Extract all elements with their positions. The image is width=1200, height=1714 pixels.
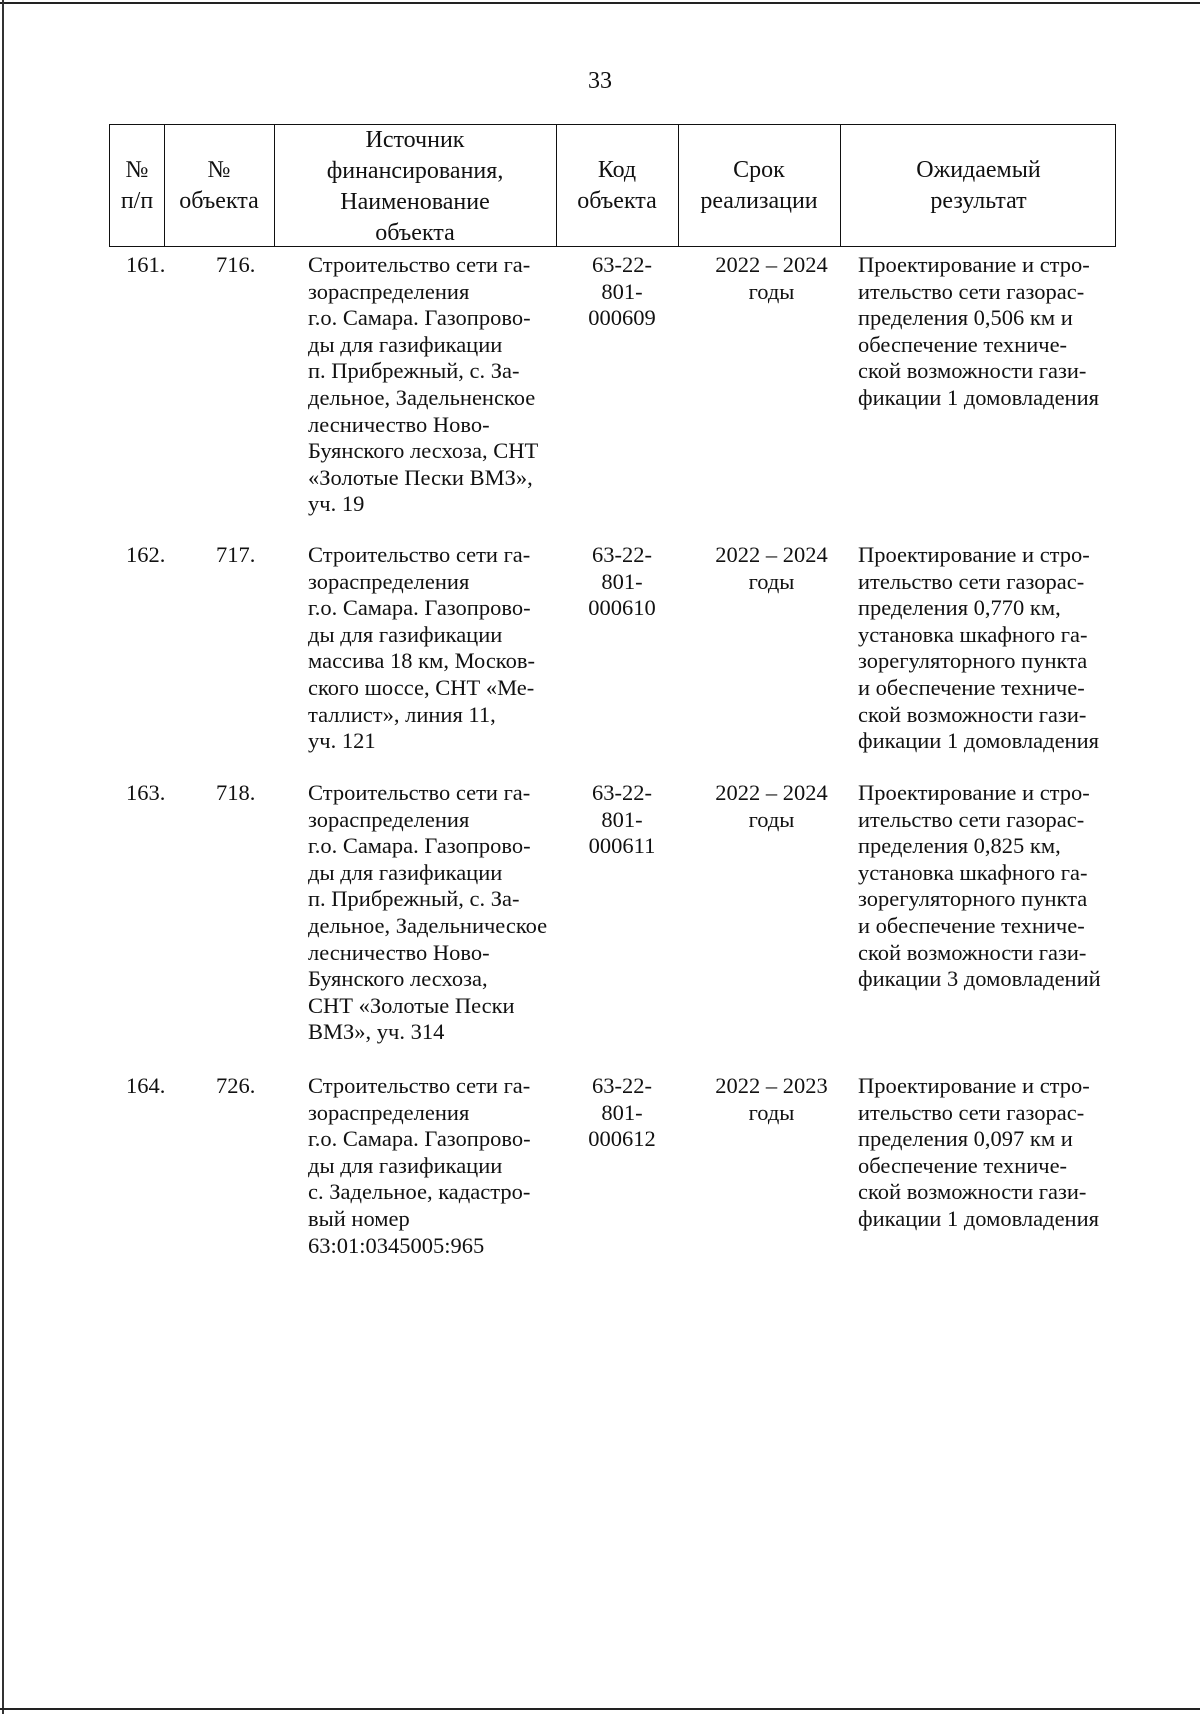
scan-top-border xyxy=(0,2,1200,4)
funding-source: Строительство сети га- зораспределения г.о. Самара. Газопрово- ды для газификации п. Прибрежный, с. За- дельное, Задельническое лесничество Ново- Буянского лесхоза, СНТ «Золотые Пески ВМЗ», уч. 314 xyxy=(308,780,548,1045)
header-expected-result: Ожидаемый результат xyxy=(916,156,1041,214)
object-code: 63-22- 801- 000612 xyxy=(588,1073,656,1152)
funding-source: Строительство сети га- зораспределения г.о. Самара. Газопрово- ды для газификации массива 18 км, Москов- ского шоссе, СНТ «Ме- таллист», линия 11, уч. 121 xyxy=(308,542,535,754)
object-number: 717. xyxy=(216,542,256,567)
scan-bottom-border xyxy=(0,1708,1200,1710)
implementation-term: 2022 – 2024 годы xyxy=(715,780,828,832)
object-code: 63-22- 801- 000611 xyxy=(588,780,656,859)
scan-left-edge xyxy=(2,0,4,1714)
funding-source: Строительство сети га- зораспределения г.о. Самара. Газопрово- ды для газификации п. Прибрежный, с. За- дельное, Задельненское лесничество Ново- Буянского лесхоза, СНТ «Золотые Пески ВМЗ», уч. 19 xyxy=(308,252,539,517)
row-number: 163. xyxy=(126,780,166,805)
funding-source: Строительство сети га- зораспределения г.о. Самара. Газопрово- ды для газификации с. Задельное, кадастро- вый номер 63:01:0345005:965 xyxy=(308,1073,531,1258)
object-code: 63-22- 801- 000610 xyxy=(588,542,656,621)
object-number: 716. xyxy=(216,252,256,277)
expected-result: Проектирование и стро- ительство сети газорас- пределения 0,097 км и обеспечение техниче- ской возможности гази- фикации 1 домовладения xyxy=(858,1073,1099,1231)
header-object-code: Код объекта xyxy=(577,156,657,214)
object-number: 726. xyxy=(216,1073,256,1098)
object-code: 63-22- 801- 000609 xyxy=(588,252,656,331)
implementation-term: 2022 – 2023 годы xyxy=(715,1073,828,1125)
expected-result: Проектирование и стро- ительство сети газорас- пределения 0,506 км и обеспечение техниче- ской возможности гази- фикации 1 домовладения xyxy=(858,252,1099,410)
header-implementation-term: Срок реализации xyxy=(700,156,818,214)
expected-result: Проектирование и стро- ительство сети газорас- пределения 0,825 км, установка шкафного га- зорегуляторного пункта и обеспечение техниче- ской возможности гази- фикации 3 домовладений xyxy=(858,780,1101,992)
row-number: 164. xyxy=(126,1073,166,1098)
row-number: 161. xyxy=(126,252,166,277)
page-number: 33 xyxy=(588,68,612,94)
row-number: 162. xyxy=(126,542,166,567)
header-funding-source: Источник финансирования, Наименование объекта xyxy=(326,127,504,246)
expected-result: Проектирование и стро- ительство сети газорас- пределения 0,770 км, установка шкафного га- зорегуляторного пункта и обеспечение техниче- ской возможности гази- фикации 1 домовладения xyxy=(858,542,1099,754)
implementation-term: 2022 – 2024 годы xyxy=(715,542,828,594)
header-object-number: № объекта xyxy=(179,156,259,214)
header-row-number: № п/п xyxy=(120,156,154,214)
table-header xyxy=(109,124,1116,247)
object-number: 718. xyxy=(216,780,256,805)
implementation-term: 2022 – 2024 годы xyxy=(715,252,828,304)
